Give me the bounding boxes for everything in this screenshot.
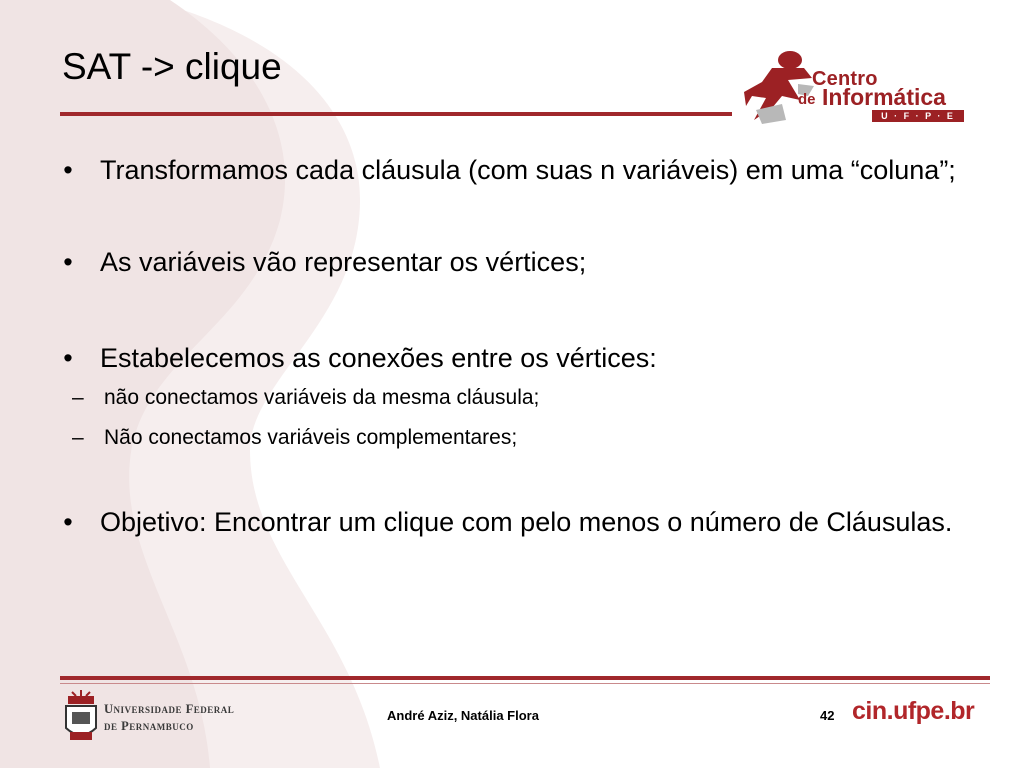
bullet-item <box>58 242 958 282</box>
ufpe-logo <box>62 690 252 750</box>
bullet-text: Estabelecemos as conexões entre os vértices: <box>100 343 657 373</box>
centro-de-informatica-logo <box>742 48 972 128</box>
logo-text-centro: Centro <box>812 68 878 90</box>
footer-author: André Aziz, Natália Flora <box>387 708 539 723</box>
title-divider <box>60 112 732 116</box>
bullet-icon: • <box>63 155 73 185</box>
dash-icon: – <box>72 426 84 449</box>
bullet-icon: • <box>63 247 73 277</box>
university-name-line2: de Pernambuco <box>104 719 194 733</box>
bullet-icon: • <box>63 507 73 537</box>
sub-bullet-text: não conectamos variáveis da mesma cláusula; <box>104 386 540 409</box>
sub-bullet-item <box>16 418 958 458</box>
bullet-list <box>58 150 958 542</box>
logo-text-de: de <box>798 91 816 108</box>
logo-text-informatica: Informática <box>822 84 946 110</box>
university-crest-icon <box>62 690 100 746</box>
sub-bullet-text: Não conectamos variáveis complementares; <box>104 426 518 449</box>
bullet-icon: • <box>63 343 73 373</box>
bullet-item <box>58 502 958 542</box>
bullet-text: Objetivo: Encontrar um clique com pelo menos o número de Cláusulas. <box>100 507 953 537</box>
sub-bullet-item <box>16 378 958 418</box>
slide-title: SAT -> clique <box>62 46 282 87</box>
logo-ufpe-strip: U · F · P · E <box>872 110 964 122</box>
page-number: 42 <box>820 708 835 723</box>
bullet-item <box>58 150 958 190</box>
bullet-text: Transformamos cada cláusula (com suas n variáveis) em uma “coluna”; <box>100 155 956 185</box>
dash-icon: – <box>72 386 84 409</box>
runner-icon <box>742 48 820 128</box>
footer-url: cin.ufpe.br <box>852 697 975 725</box>
university-name-line1: Universidade Federal <box>104 702 235 716</box>
bullet-item <box>58 338 958 378</box>
footer-divider <box>60 676 990 680</box>
bullet-text: As variáveis vão representar os vértices; <box>100 247 587 277</box>
footer-divider-thin <box>60 683 990 684</box>
